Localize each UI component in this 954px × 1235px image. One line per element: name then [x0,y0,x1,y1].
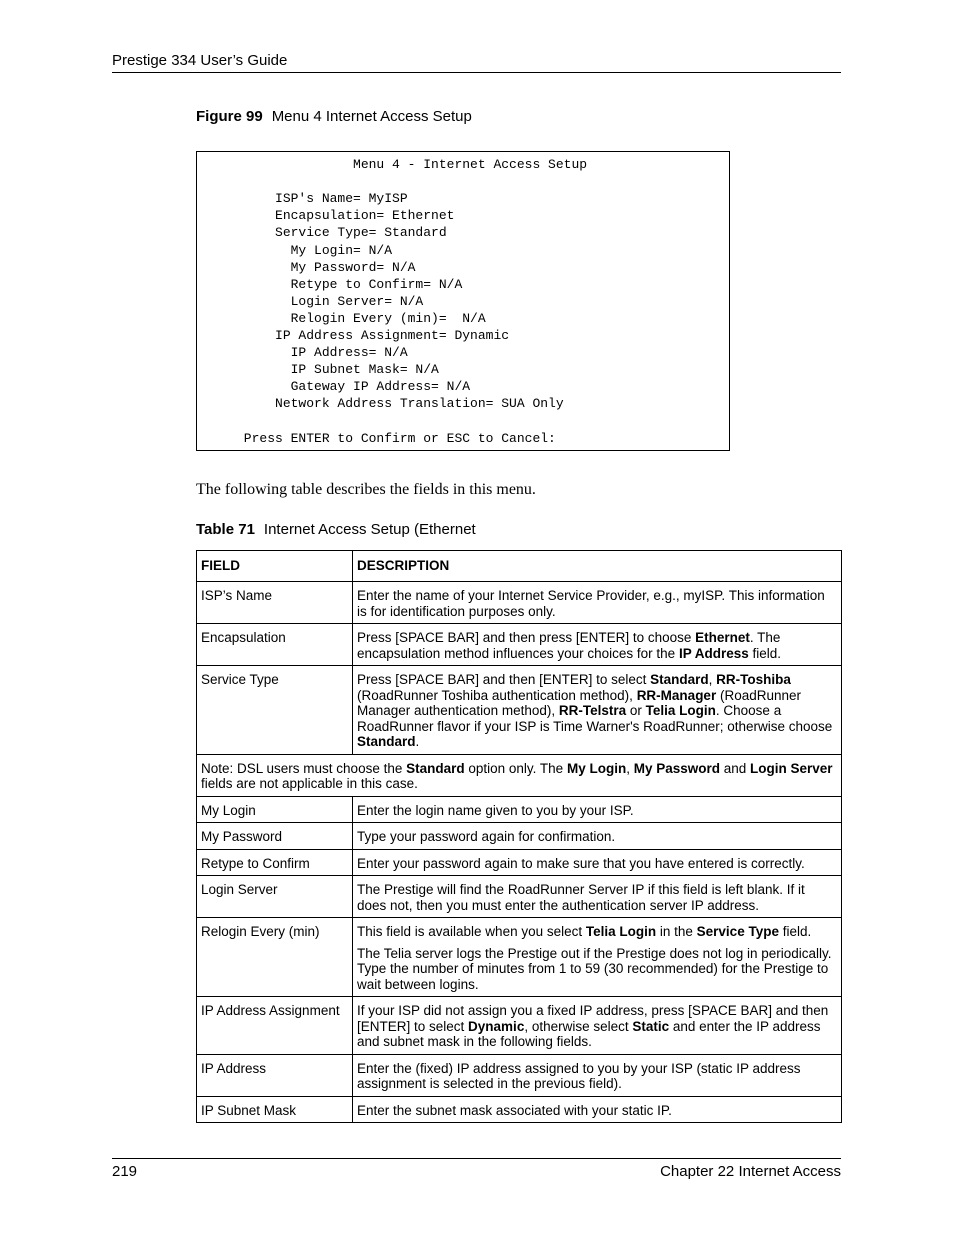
description-paragraph [357,856,837,872]
bold-term: Ethernet [695,630,750,645]
terminal-line: Encapsulation= Ethernet [197,208,455,224]
text-run: The Telia server logs the Prestige out if the Prestige does not log in periodically. Type the number of minutes from 1 to 59 (30 recommended) for the Prestige to wait between logins. [357,945,832,992]
description-paragraph [357,1003,837,1050]
description-cell [353,918,842,997]
terminal-line: My Password= N/A [197,259,416,275]
page-footer [112,1158,841,1184]
bold-term: Service Type [696,924,779,939]
terminal-line: IP Address= N/A [197,345,408,361]
text-run: This field is available when you select [357,924,586,939]
text-run: and enter the IP address and subnet mask in the following fields. [357,1018,821,1049]
description-paragraph [357,882,837,913]
text-run: . [415,734,420,749]
figure-caption [196,108,472,125]
description-paragraph [357,1061,837,1092]
bold-term: Standard [357,734,416,749]
guide-title: Prestige 334 User’s Guide [112,52,288,69]
table-row [197,849,842,876]
text-run: in the [656,924,697,939]
description-paragraph [357,630,837,661]
description-cell [353,666,842,755]
terminal-line: My Login= N/A [197,242,393,258]
note-cell [197,754,842,796]
bold-term: Standard [650,672,709,687]
text-run: . The encapsulation method influences your choices for the [357,630,781,661]
table-header-row [197,551,842,582]
table-row [197,1054,842,1096]
table-caption [196,521,476,538]
description-cell [353,582,842,624]
text-run: Enter the name of your Internet Service Provider, e.g., myISP. This information is for identification purposes only. [357,588,825,619]
table-row [197,876,842,918]
table-row [197,1096,842,1123]
field-cell: IP Subnet Mask [197,1096,353,1123]
field-cell: My Password [197,823,353,850]
table-row [197,796,842,823]
text-run: fields are not applicable in this case. [201,776,418,791]
text-run: Type your password again for confirmation. [357,829,616,844]
field-cell: Login Server [197,876,353,918]
header-description: DESCRIPTION [353,551,842,582]
table-label: Table 71 [196,521,255,538]
bold-term: RR-Manager [636,687,717,703]
chapter-title: Chapter 22 Internet Access [660,1163,841,1180]
bold-term: RR-Toshiba [716,672,791,687]
description-paragraph [357,588,837,619]
description-paragraph [357,924,837,940]
text-run: , [626,760,634,776]
bold-term: Telia Login [645,703,716,718]
text-run: , [708,672,717,687]
field-cell: Service Type [197,666,353,755]
terminal-line: IP Address Assignment= Dynamic [197,328,510,343]
text-run: (RoadRunner Toshiba authentication method), [357,687,637,703]
terminal-line: ISP's Name= MyISP [197,191,408,207]
text-run: Enter the login name given to you by your ISP. [357,802,634,818]
description-cell [353,624,842,666]
text-run: field. [778,924,812,939]
text-run: . Choose a RoadRunner flavor if your ISP is Time Warner's RoadRunner; otherwise choose [357,703,833,734]
table-title: Internet Access Setup (Ethernet [263,521,476,538]
description-cell [353,849,842,876]
bold-term: IP Address [678,645,749,661]
text-run: option only. The [464,760,567,776]
text-run: , otherwise select [524,1018,633,1034]
terminal-line: Login Server= N/A [197,293,424,309]
description-paragraph [357,1103,837,1119]
bold-term: My Password [633,760,720,776]
description-cell [353,1054,842,1096]
field-cell: Encapsulation [197,624,353,666]
bold-term: Standard [406,760,465,776]
terminal-line: Menu 4 - Internet Access Setup [197,157,588,172]
description-cell [353,876,842,918]
description-paragraph [357,803,837,819]
bold-term: Login Server [750,760,833,776]
header-field: FIELD [197,551,353,582]
text-run: Press [SPACE BAR] and then press [ENTER] to choose [357,630,696,645]
text-run: field. [748,645,782,661]
page-header [112,52,841,73]
intro-paragraph: The following table describes the fields in this menu. [196,481,536,498]
description-cell [353,823,842,850]
description-paragraph [357,946,837,993]
field-cell: Retype to Confirm [197,849,353,876]
table-row [197,624,842,666]
table-row [197,823,842,850]
bold-term: RR-Telstra [558,703,627,718]
table-row [197,997,842,1055]
table-row [197,582,842,624]
text-run: (RoadRunner Manager authentication method), [357,687,801,718]
field-cell: My Login [197,796,353,823]
field-cell: IP Address Assignment [197,997,353,1055]
terminal-line: Service Type= Standard [197,225,447,241]
fields-table [196,550,842,1123]
terminal-line: Relogin Every (min)= N/A [197,310,486,326]
description-cell [353,796,842,823]
description-paragraph [357,829,837,845]
table-row [197,666,842,755]
description-cell [353,1096,842,1123]
figure-title: Menu 4 Internet Access Setup [271,108,472,125]
field-cell: ISP’s Name [197,582,353,624]
bold-term: Telia Login [585,924,657,939]
page-number: 219 [112,1163,138,1180]
bold-term: Dynamic [468,1018,525,1034]
text-run: If your ISP did not assign you a fixed IP address, press [SPACE BAR] and then [ENTER] to select [357,1003,829,1034]
note-row [197,754,842,796]
terminal-line: Retype to Confirm= N/A [197,276,463,292]
bold-term: My Login [566,760,627,776]
text-run: The Prestige will find the RoadRunner Server IP if this field is left blank. If it does not, then you must enter the authentication server IP address. [357,882,805,913]
text-run: Enter the (fixed) IP address assigned to you by your ISP (static IP address assignment is selected in the previous field). [357,1060,801,1091]
terminal-line: Press ENTER to Confirm or ESC to Cancel: [197,430,556,446]
terminal-screen [196,151,730,451]
field-cell: Relogin Every (min) [197,918,353,997]
terminal-line: Gateway IP Address= N/A [197,379,471,395]
text-run: Press [SPACE BAR] and then [ENTER] to select [357,672,651,687]
figure-label: Figure 99 [196,108,263,125]
text-run: Enter the subnet mask associated with your static IP. [357,1102,672,1118]
description-paragraph [357,672,837,750]
text-run: Note: DSL users must choose the [201,760,407,776]
table-row [197,918,842,997]
terminal-line: Network Address Translation= SUA Only [197,396,564,412]
description-cell [353,997,842,1055]
text-run: Enter your password again to make sure that you have entered is correctly. [357,855,805,871]
field-cell: IP Address [197,1054,353,1096]
text-run: or [626,703,646,718]
terminal-line: IP Subnet Mask= N/A [197,362,439,378]
text-run: and [720,760,751,776]
bold-term: Static [632,1018,670,1034]
